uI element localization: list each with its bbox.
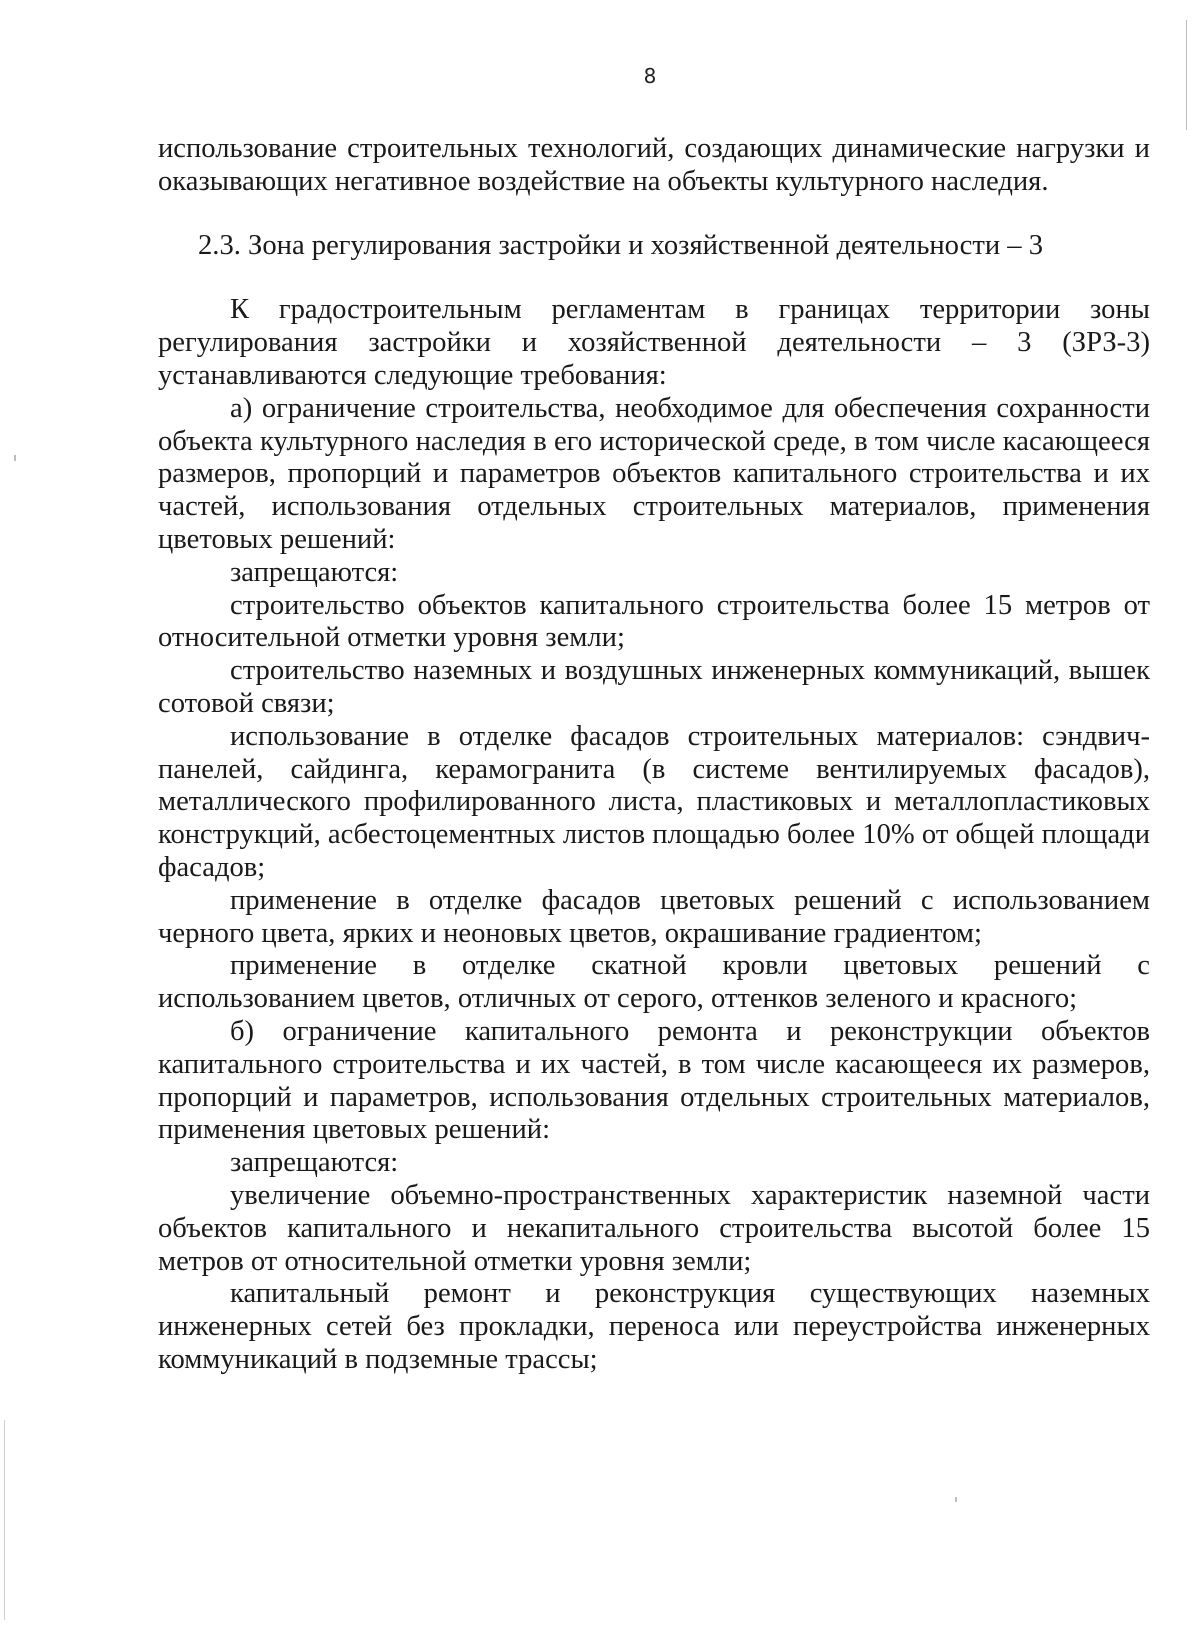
section-heading: 2.3. Зона регулирования застройки и хозяйственной деятельности – 3 [198,229,1044,261]
paragraph-facade-colors: применение в отделке фасадов цветовых решений с использованием черного цвета, ярких и неоновых цветов, окрашивание градиентом; [158,884,1150,949]
paragraph-utilities: строительство наземных и воздушных инженерных коммуникаций, вышек сотовой связи; [158,655,1150,719]
scan-speck [955,1497,957,1502]
paragraph-height-limit: строительство объектов капитального строительства более 15 метров от относительной отметки уровня земли; [158,589,1150,654]
scan-edge-line [4,1420,5,1620]
paragraph-technologies: использование строительных технологий, создающих динамические нагрузки и оказывающих негативное воздействие на объекты культурного наследия. [158,133,1150,197]
paragraph-roof-colors: применение в отделке скатной кровли цветовых решений с использованием цветов, отличных от серого, оттенков зеленого и красного; [158,950,1150,1015]
paragraph-restriction-a: а) ограничение строительства, необходимое для обеспечения сохранности объекта культурного наследия в его исторической среде, в том числе касающееся размеров, пропорций и параметров объектов капитального строительства и их частей, использования отдельных строительных материалов, применения цветовых решений: [158,392,1150,555]
paragraph-facade-materials: использование в отделке фасадов строительных материалов: сэндвич-панелей, сайдинга, керамогранита (в системе вентилируемых фасадов), металлического профилированного листа, пластиковых и металлопластиковых конструкций, асбестоцементных листов площадью более 10% от общей площади фасадов; [158,720,1150,883]
paragraph-volume-increase: увеличение объемно-пространственных характеристик наземной части объектов капитального и некапитального строительства высотой более 15 метров от относительной отметки уровня земли; [158,1179,1150,1277]
paragraph-utility-reconstruction: капитальный ремонт и реконструкция существующих наземных инженерных сетей без прокладки, переноса или переустройства инженерных коммуникаций в подземные трассы; [158,1278,1150,1375]
document-body [158,133,1150,1377]
scan-speck [14,455,16,461]
paragraph-prohibited-a: запрещаются: [230,556,399,588]
paragraph-prohibited-b: запрещаются: [230,1147,399,1179]
scan-edge-line [1186,20,1187,130]
page-number: 8 [643,64,657,88]
paragraph-requirements-intro: К градостроительным регламентам в границах территории зоны регулирования застройки и хозяйственной деятельности – 3 (ЗРЗ-3) устанавливаются следующие требования: [158,294,1150,391]
paragraph-restriction-b: б) ограничение капитального ремонта и реконструкции объектов капитального строительства и их частей, в том числе касающееся их размеров, пропорций и параметров, использования отдельных строительных материалов, применения цветовых решений: [158,1015,1150,1146]
